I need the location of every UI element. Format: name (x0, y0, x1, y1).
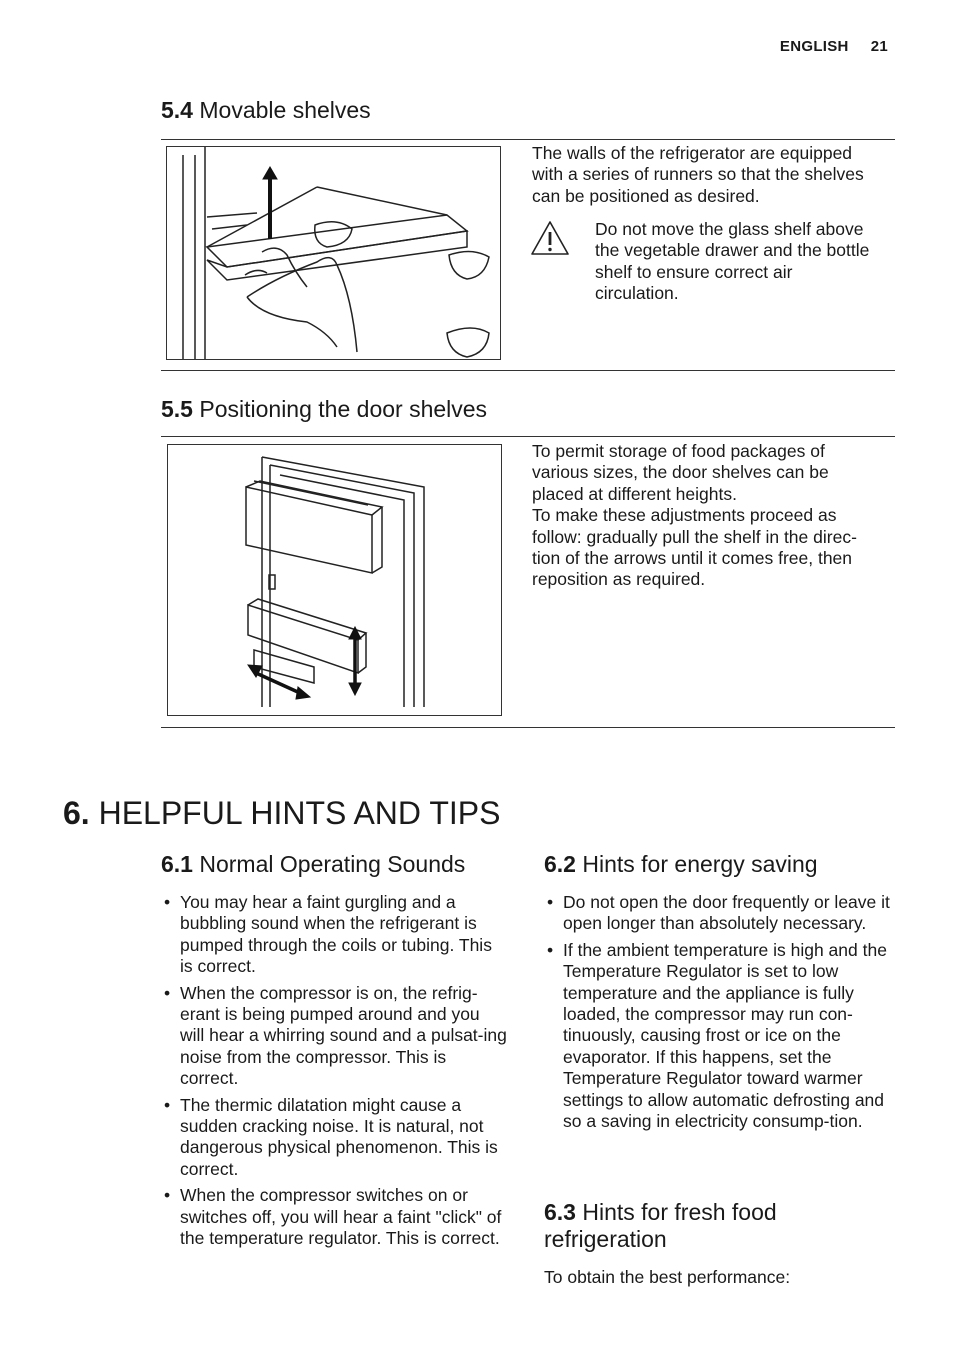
section-title-text: Hints for energy saving (582, 851, 818, 877)
chapter-title (63, 795, 500, 832)
section-number: 5.5 (161, 396, 193, 422)
paragraph: To make these adjustments proceed as follow: gradually pull the shelf in the direc-tion of the arrows until it comes free, then reposition as required. (532, 505, 857, 590)
list-item: • When the compressor is on, the refrig-erant is being pumped around and you will hear a whirring sound and a pulsat-ing noise from the compressor. This is correct. (161, 983, 508, 1090)
section-5-4-text: The walls of the refrigerator are equipped with a series of runners so that the shelves can be positioned as desired. (532, 143, 864, 206)
divider (161, 727, 895, 728)
section-number: 5.4 (161, 97, 193, 123)
page-number: 21 (870, 38, 888, 55)
list-item: • Do not open the door frequently or leave it open longer than absolutely necessary. (544, 892, 894, 935)
chapter-title-text: HELPFUL HINTS AND TIPS (98, 795, 501, 831)
warning-icon (531, 219, 595, 305)
section-6-3-title (544, 1199, 844, 1253)
shelf-drawing (167, 147, 500, 359)
section-5-5-title (161, 396, 487, 423)
section-6-1-title (161, 851, 465, 878)
door-shelf-illustration (167, 444, 502, 716)
section-5-5-text (532, 441, 884, 591)
section-6-3-text: To obtain the best performance: (544, 1267, 791, 1287)
list-item: • The thermic dilatation might cause a sudden cracking noise. It is natural, not dangerous physical phenomenon. This is correct. (161, 1095, 508, 1181)
divider (161, 370, 895, 371)
divider (161, 436, 895, 437)
section-number: 6.2 (544, 851, 576, 877)
chapter-number: 6. (63, 795, 90, 831)
page-header (758, 38, 888, 55)
movable-shelf-illustration (166, 146, 501, 360)
list-item: • If the ambient temperature is high and the Temperature Regulator is set to low temperature and the appliance is fully loaded, the compressor may run con-tinuously, causing frost or ice on the evaporator. If this happens, set the Temperature Regulator toward warmer settings to allow automatic defrosting and so a saving in electricity consump-tion. (544, 940, 894, 1133)
section-5-4-title (161, 97, 371, 124)
warning-text: Do not move the glass shelf above the vegetable drawer and the bottle shelf to ensure correct air circulation. (595, 219, 870, 304)
door-shelf-drawing (168, 445, 501, 715)
paragraph: To permit storage of food packages of various sizes, the door shelves can be placed at different heights. (532, 441, 829, 504)
section-6-2-title (544, 851, 818, 878)
language-label: ENGLISH (779, 38, 849, 55)
divider (161, 139, 895, 140)
section-number: 6.3 (544, 1199, 576, 1225)
section-title-text: Positioning the door shelves (199, 396, 488, 422)
list-item: • When the compressor switches on or switches off, you will hear a faint "click" of the temperature regulator. This is correct. (161, 1185, 508, 1249)
section-title-text: Normal Operating Sounds (199, 851, 466, 877)
warning-note (531, 219, 881, 305)
section-title-text: Movable shelves (199, 97, 371, 123)
section-title-text: Hints for fresh food refrigeration (544, 1199, 777, 1252)
energy-list (544, 892, 894, 1137)
section-number: 6.1 (161, 851, 193, 877)
sounds-list (161, 892, 508, 1255)
list-item: • You may hear a faint gurgling and a bubbling sound when the refrigerant is pumped through the coils or tubing. This is correct. (161, 892, 508, 978)
